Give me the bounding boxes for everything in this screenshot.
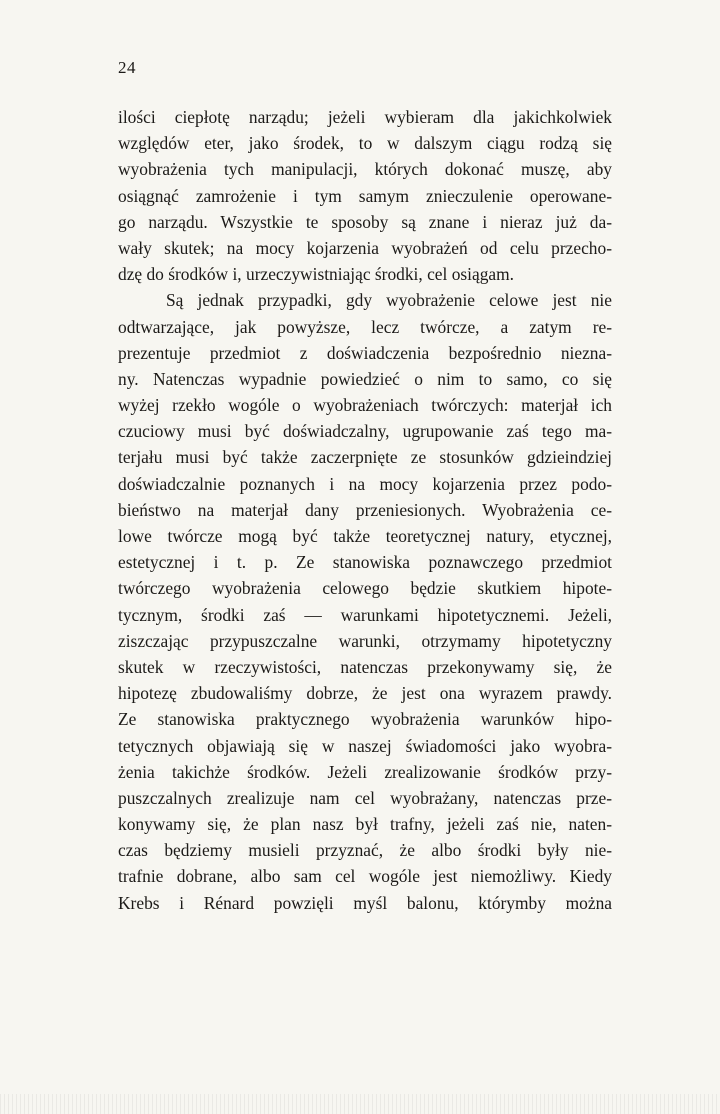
text-line: dzę do środków i, urzeczywistniając środki, cel osiągam.	[118, 264, 514, 285]
page-number: 24	[118, 58, 136, 77]
text-line: ny. Natenczas wypadnie powiedzieć o nim to samo, co się	[118, 368, 612, 389]
text-line: tycznym, środki zaś — warunkami hipotetycznemi. Jeżeli,	[118, 604, 612, 625]
text-line: doświadczalnie poznanych i na mocy kojarzenia przez podo-	[118, 473, 612, 494]
text-line: lowe twórcze mogą być także teoretycznej natury, etycznej,	[118, 526, 612, 546]
text-line: puszczalnych zrealizuje nam cel wyobrażany, natenczas prze-	[118, 787, 612, 808]
text-line: Ze stanowiska praktycznego wyobrażenia warunków hipo-	[118, 709, 612, 730]
text-line: skutek w rzeczywistości, natenczas przekonywamy się, że	[118, 656, 612, 677]
text-line: ziszczając przypuszczalne warunki, otrzymamy hipotetyczny	[118, 630, 612, 651]
text-line: Są jednak przypadki, gdy wyobrażenie celowe jest nie	[166, 290, 612, 311]
text-line: hipotezę zbudowaliśmy dobrze, że jest ona wyrazem prawdy.	[118, 683, 612, 704]
scan-noise	[0, 1094, 720, 1114]
text-line: odtwarzające, jak powyższe, lecz twórcze, a zatym re-	[118, 316, 612, 337]
text-line: terjału musi być także zaczerpnięte ze stosunków gdzieindziej	[118, 447, 612, 468]
text-line: bieństwo na materjał dany przeniesionych. Wyobrażenia ce-	[118, 499, 612, 520]
text-line: ilości ciepłotę narządu; jeżeli wybieram dla jakichkolwiek	[118, 107, 612, 127]
text-line: twórczego wyobrażenia celowego będzie skutkiem hipote-	[118, 578, 612, 599]
text-line: go narządu. Wszystkie te sposoby są znane i nieraz już da-	[118, 211, 612, 232]
text-line: czas będziemy musieli przyznać, że albo środki były nie-	[118, 840, 612, 861]
text-line: trafnie dobrane, albo sam cel wogóle jest niemożliwy. Kiedy	[118, 866, 612, 887]
text-line: żenia takichże środków. Jeżeli zrealizowanie środków przy-	[118, 761, 612, 782]
text-line: wyobrażenia tych manipulacji, których dokonać muszę, aby	[118, 159, 612, 180]
text-line: Krebs i Rénard powzięli myśl balonu, którymby można	[118, 892, 612, 913]
text-line: czuciowy musi być doświadczalny, ugrupowanie zaś tego ma-	[118, 421, 612, 442]
text-line: wały skutek; na mocy kojarzenia wyobrażeń od celu przecho-	[118, 237, 612, 258]
text-line: konywamy się, że plan nasz był trafny, jeżeli zaś nie, naten-	[118, 814, 612, 835]
text-line: osiągnąć zamrożenie i tym samym znieczulenie operowane-	[118, 185, 612, 206]
text-line: względów eter, jako środek, to w dalszym ciągu rodzą się	[118, 133, 612, 154]
text-line: prezentuje przedmiot z doświadczenia bezpośrednio niezna-	[118, 342, 612, 363]
text-line: wyżej rzekło wogóle o wyobrażeniach twórczych: materjał ich	[118, 395, 612, 416]
text-line: tetycznych objawiają się w naszej świadomości jako wyobra-	[118, 735, 612, 756]
body-text	[118, 104, 612, 916]
text-line: estetycznej i t. p. Ze stanowiska poznawczego przedmiot	[118, 552, 612, 573]
